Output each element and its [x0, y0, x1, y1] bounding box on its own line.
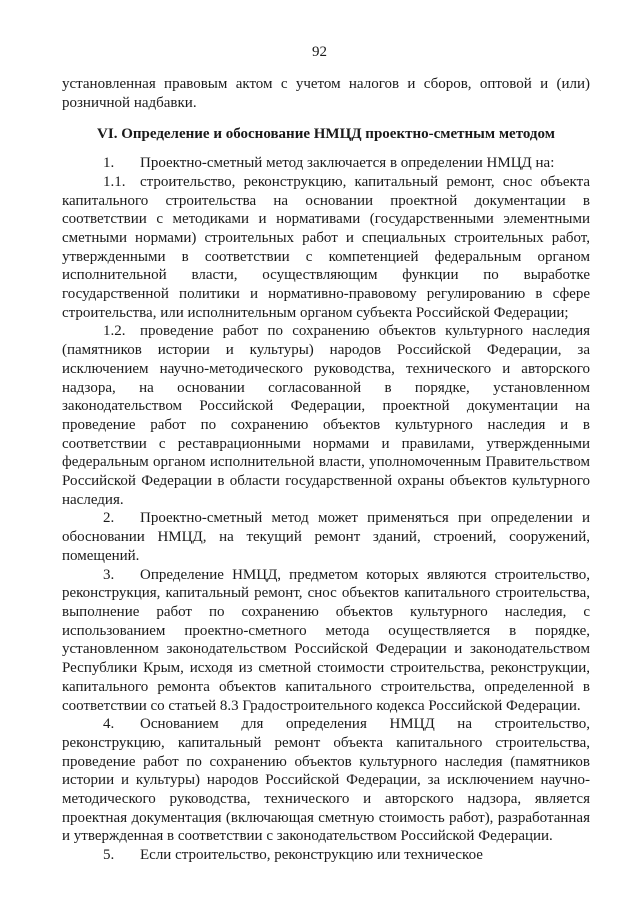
- list-item: [62, 715, 590, 846]
- list-item: [62, 154, 590, 173]
- list-item: [62, 509, 590, 565]
- item-text: строительство, реконструкцию, капитальный ремонт, снос объекта капитального строительства на основании проектной документации в соответствии с методиками и нормативами (государственными элементными сметными нормами) строительных работ и специальных строительных работ, утвержденными в соответствии с компетенцией федеральным органом исполнительной власти, осуществляющим функции по выработке государственной политики и нормативно-правовому регулированию в сфере строительства, или исполнительным органом субъекта Российской Федерации;: [62, 173, 590, 321]
- item-text: Основанием для определения НМЦД на строительство, реконструкцию, капитальный ремонт объекта капитального строительства, проведение работ по сохранению объектов культурного наследия (памятников истории и культуры) народов Российской Федерации, за исключением научно-методического руководства, технического и авторского надзора, является проектная документация (включающая сметную стоимость работ), разработанная и утвержденная в соответствии с законодательством Российской Федерации.: [62, 716, 590, 845]
- item-number: 1.: [103, 155, 115, 172]
- item-text: Проектно-сметный метод заключается в определении НМЦД на:: [140, 155, 555, 172]
- intro-paragraph: установленная правовым актом с учетом налогов и сборов, оптовой и (или) розничной надбавки.: [62, 76, 590, 111]
- section-heading: VI. Определение и обоснование НМЦД проектно-сметным методом: [97, 126, 555, 143]
- item-text: Проектно-сметный метод может применяться при определении и обосновании НМЦД, на текущий ремонт зданий, строений, сооружений, помещений.: [62, 510, 590, 564]
- item-text: Если строительство, реконструкцию или техническое: [140, 847, 483, 864]
- item-number: 5.: [103, 847, 115, 864]
- document-body: [62, 75, 590, 865]
- list-item: [62, 846, 590, 865]
- item-text: проведение работ по сохранению объектов культурного наследия (памятников истории и культуры) народов Российской Федерации, за исключением научно-методического руководства, технического и авторского надзора, на основании согласованной в порядке, установленном законодательством Российской Федерации, проектной документации на проведение работ по сохранению объектов культурного наследия и в соответствии с реставрационными нормами и правилами, утвержденными федеральным органом исполнительной власти, уполномоченным Правительством Российской Федерации в области государственной охраны объектов культурного наследия.: [62, 323, 590, 508]
- list-item: [62, 322, 590, 509]
- item-number: 3.: [103, 566, 115, 583]
- list-item: [62, 173, 590, 323]
- page-number: 92: [312, 44, 327, 60]
- item-text: Определение НМЦД, предметом которых являются строительство, реконструкция, капитальный ремонт, снос объектов капитального строительства, выполнение работ по сохранению объектов культурного наследия, с использованием проектно-сметного метода осуществляется в порядке, установленном законодательством Российской Федерации и законодательством Республики Крым, исходя из сметной стоимости строительства, реконструкции, капитального ремонта объектов капитального строительства, определенной в соответствии со статьей 8.3 Градостроительного кодекса Российской Федерации.: [62, 566, 590, 714]
- item-number: 1.2.: [103, 323, 126, 340]
- item-number: 2.: [103, 510, 115, 527]
- item-number: 4.: [103, 716, 115, 733]
- item-number: 1.1.: [103, 173, 126, 190]
- list-item: [62, 566, 590, 716]
